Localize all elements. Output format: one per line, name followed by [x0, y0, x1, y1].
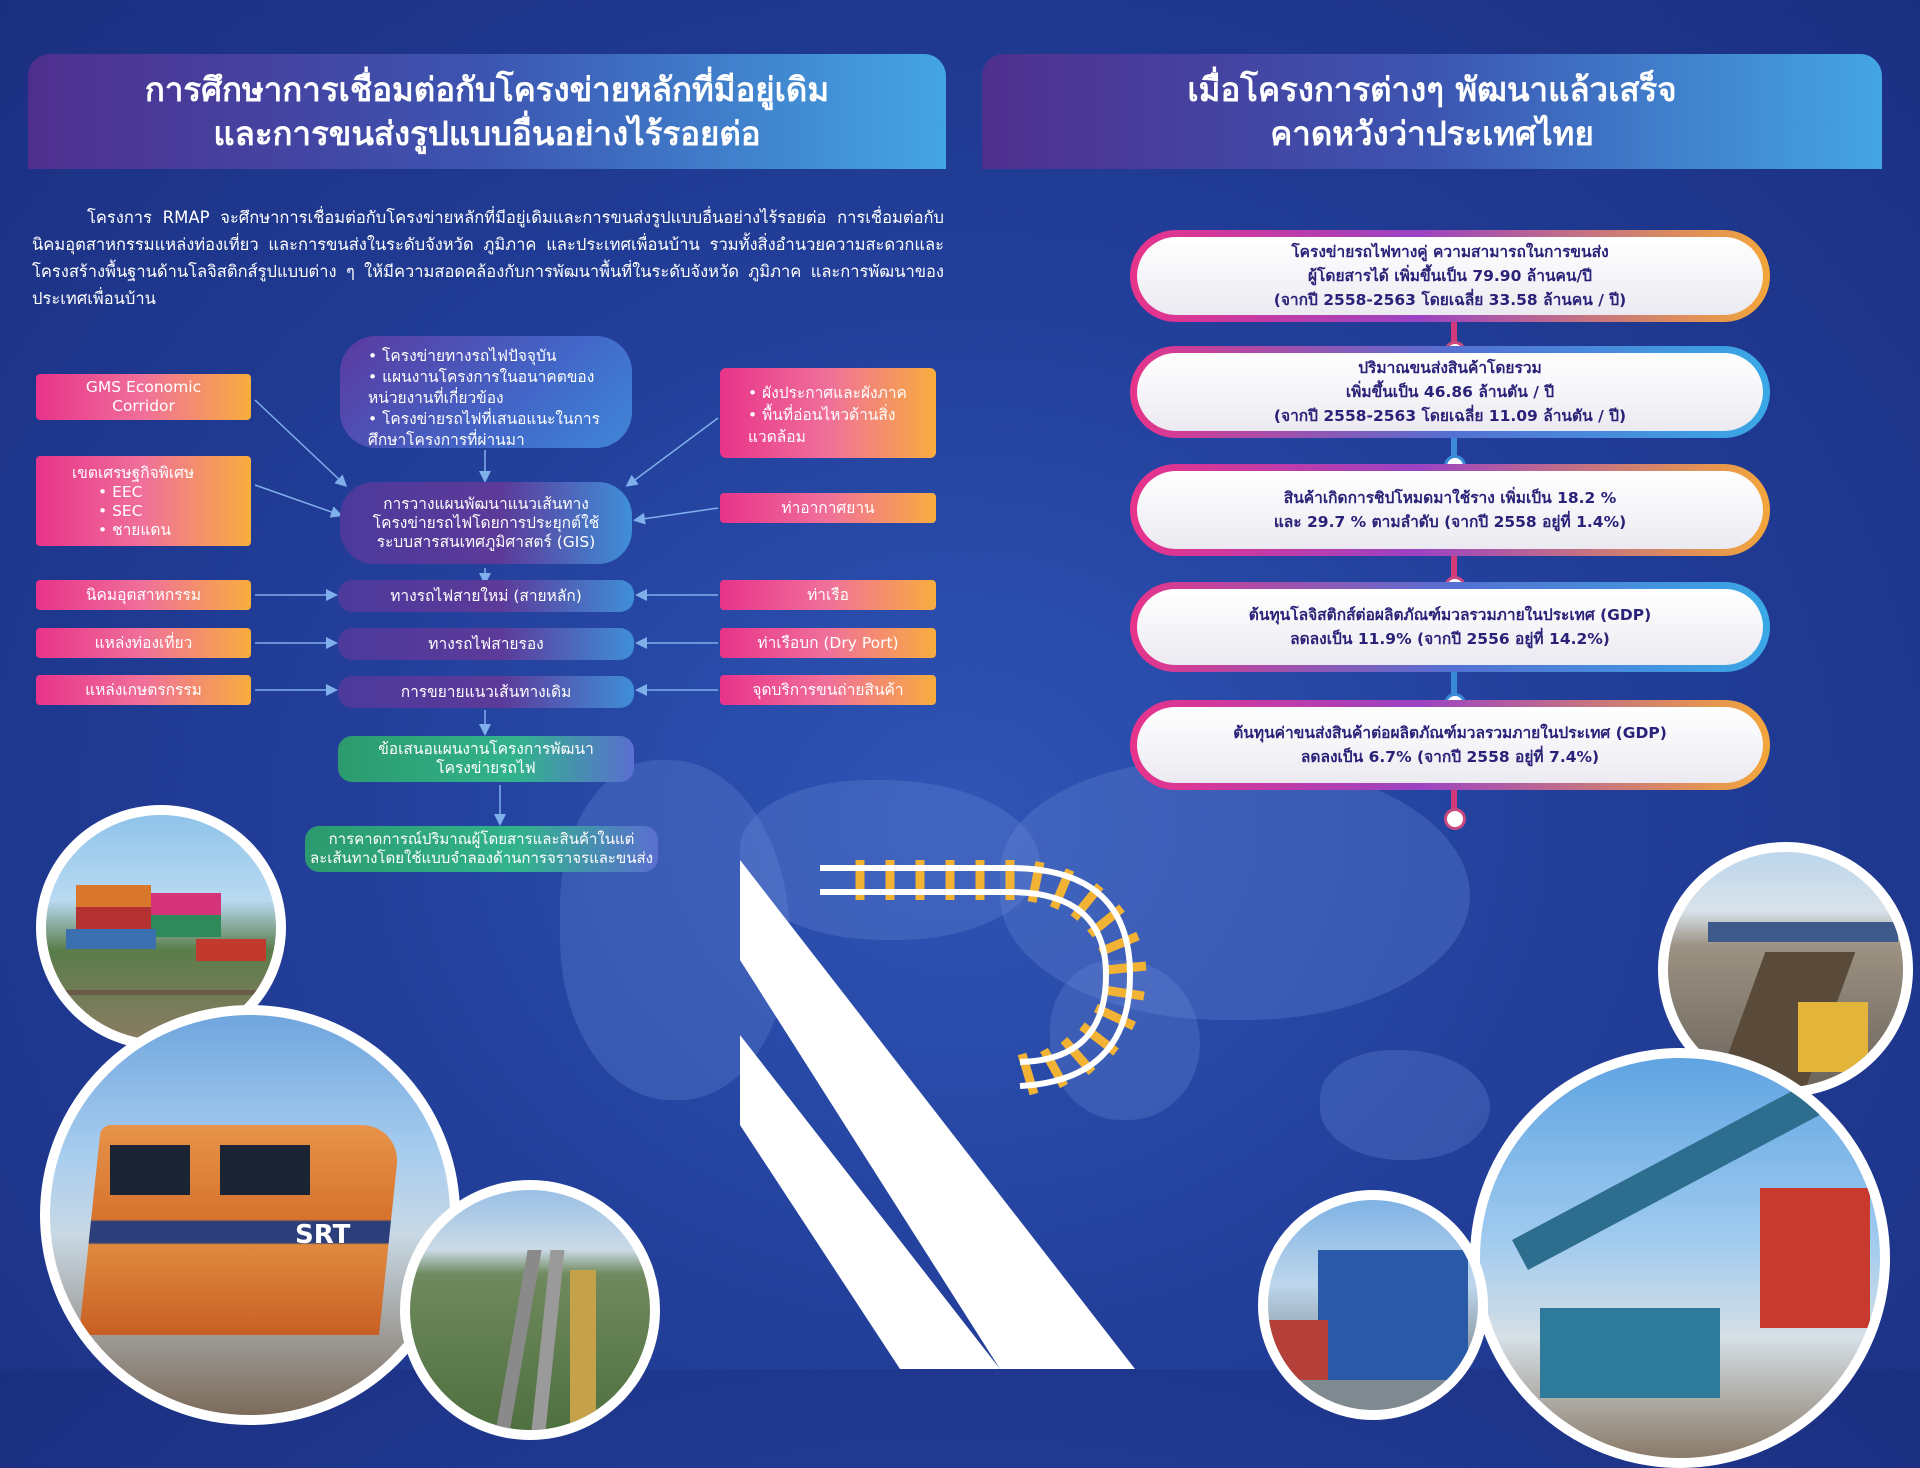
right-title-line-2: คาดหวังว่าประเทศไทย	[1270, 113, 1594, 153]
forecast-box	[305, 826, 658, 872]
metric-passenger-capacity	[1130, 230, 1770, 322]
metric-1-line-2: ผู้โดยสารได้ เพิ่มขึ้นเป็น 79.90 ล้านคน/ปี	[1307, 267, 1593, 285]
metric-2-line-1: ปริมาณขนส่งสินค้าโดยรวม	[1358, 359, 1542, 377]
connector-dot	[1444, 808, 1466, 830]
sez-item-sec: • SEC	[98, 502, 143, 520]
right-title-banner	[982, 54, 1882, 169]
network-item-future: • แผนงานโครงการในอนาคตของหน่วยงานที่เกี่ยวข้อง	[368, 367, 618, 409]
line-extension-box: การขยายแนวเส้นทางเดิม	[338, 676, 634, 708]
metric-4-line-1: ต้นทุนโลจิสติกส์ต่อผลิตภัณฑ์มวลรวมภายในประเทศ (GDP)	[1248, 606, 1652, 624]
metric-mode-shift	[1130, 464, 1770, 556]
sez-item-eec: • EEC	[98, 483, 143, 501]
metric-2-line-3: (จากปี 2558-2563 โดยเฉลี่ย 11.09 ล้านตัน / ปี)	[1273, 407, 1627, 425]
agriculture-box: แหล่งเกษตรกรรม	[36, 675, 251, 705]
metric-4-line-2: ลดลงเป็น 11.9% (จากปี 2556 อยู่ที่ 14.2%)	[1290, 630, 1610, 648]
metric-freight-volume	[1130, 346, 1770, 438]
sez-item-border: • ชายแดน	[98, 521, 172, 539]
metric-2-line-2: เพิ่มขึ้นเป็น 46.86 ล้านตัน / ปี	[1345, 383, 1555, 401]
sez-title: เขตเศรษฐกิจพิเศษ	[72, 464, 195, 482]
plan-item-sensitive: • พื้นที่อ่อนไหวด้านสิ่งแวดล้อม	[748, 404, 936, 448]
locomotive-logo-text: SRT	[295, 1220, 351, 1250]
existing-network-box	[340, 336, 632, 448]
proposal-box	[338, 736, 634, 782]
right-title-line-1: เมื่อโครงการต่างๆ พัฒนาแล้วเสร็จ	[1187, 69, 1677, 109]
industrial-estate-box: นิคมอุตสาหกรรม	[36, 580, 251, 610]
main-line-box: ทางรถไฟสายใหม่ (สายหลัก)	[338, 580, 634, 612]
plan-item-regional: • ผังประกาศและผังภาค	[748, 382, 907, 404]
gms-line-1: GMS Economic	[85, 378, 202, 396]
gms-line-2: Corridor	[112, 397, 175, 415]
container-train-photo	[1258, 1190, 1488, 1420]
metric-5-line-2: ลดลงเป็น 6.7% (จากปี 2558 อยู่ที่ 7.4%)	[1300, 748, 1600, 766]
proposal-line-2: โครงข่ายรถไฟ	[436, 759, 536, 777]
forecast-line-1: การคาดการณ์ปริมาณผู้โดยสารและสินค้าในแต่	[328, 830, 635, 848]
metric-1-line-1: โครงข่ายรถไฟทางคู่ ความสามารถในการขนส่ง	[1291, 243, 1609, 261]
locomotive-photo	[40, 1005, 460, 1425]
branch-line-box: ทางรถไฟสายรอง	[338, 628, 634, 660]
seaport-box: ท่าเรือ	[720, 580, 936, 610]
plan-environment-box	[720, 368, 936, 458]
gis-line-1: การวางแผนพัฒนาแนวเส้นทาง	[383, 494, 589, 513]
left-title-line-2: และการขนส่งรูปแบบอื่นอย่างไร้รอยต่อ	[213, 113, 761, 153]
proposal-line-1: ข้อเสนอแผนงานโครงการพัฒนา	[378, 740, 594, 758]
network-item-current: • โครงข่ายทางรถไฟปัจจุบัน	[368, 346, 618, 367]
airport-box: ท่าอากาศยาน	[720, 493, 936, 523]
gms-corridor-box	[36, 374, 251, 420]
railway-aerial-photo	[400, 1180, 660, 1440]
metric-3-line-1: สินค้าเกิดการชิปโหมดมาใช้ราง เพิ่มเป็น 18.2 %	[1283, 489, 1617, 507]
gis-line-2: โครงข่ายรถไฟโดยการประยุกต์ใช้	[372, 513, 600, 532]
tourism-box: แหล่งท่องเที่ยว	[36, 628, 251, 658]
forecast-line-2: ละเส้นทางโดยใช้แบบจำลองด้านการจราจรและขนส่ง	[310, 849, 653, 867]
distribution-center-box: จุดบริการขนถ่ายสินค้า	[720, 675, 936, 705]
metric-3-line-2: และ 29.7 % ตามลำดับ (จากปี 2558 อยู่ที่ 1.4%)	[1273, 513, 1627, 531]
dry-port-box: ท่าเรือบก (Dry Port)	[720, 628, 936, 658]
gis-planning-box	[340, 482, 632, 564]
metric-transport-cost	[1130, 700, 1770, 790]
gis-line-3: ระบบสารสนเทศภูมิศาสตร์ (GIS)	[376, 532, 596, 551]
network-item-proposed: • โครงข่ายรถไฟที่เสนอแนะในการศึกษาโครงการที่ผ่านมา	[368, 409, 618, 451]
container-crane-photo	[1470, 1048, 1890, 1468]
metric-1-line-3: (จากปี 2558-2563 โดยเฉลี่ย 33.58 ล้านคน / ปี)	[1273, 291, 1627, 309]
sez-box	[36, 456, 251, 546]
metric-logistics-cost	[1130, 582, 1770, 672]
metric-5-line-1: ต้นทุนค่าขนส่งสินค้าต่อผลิตภัณฑ์มวลรวมภายในประเทศ (GDP)	[1233, 724, 1667, 742]
intro-paragraph: โครงการ RMAP จะศึกษาการเชื่อมต่อกับโครงข่ายหลักที่มีอยู่เดิมและการขนส่งรูปแบบอื่นอย่างไร้รอยต่อ การเชื่อมต่อกับนิคมอุตสาหกรรมแหล่งท่องเที่ยว และการขนส่งในระดับจังหวัด ภูมิภาค และประเทศเพื่อนบ้าน รวมทั้งสิ่งอำนวยความสะดวกและโครงสร้างพื้นฐานด้านโลจิสติกส์รูปแบบต่าง ๆ ให้มีความสอดคล้องกับการพัฒนาพื้นที่ในระดับจังหวัด ภูมิภาค และการพัฒนาของประเทศเพื่อนบ้าน	[32, 208, 944, 308]
left-title-line-1: การศึกษาการเชื่อมต่อกับโครงข่ายหลักที่มีอยู่เดิม	[144, 69, 830, 109]
